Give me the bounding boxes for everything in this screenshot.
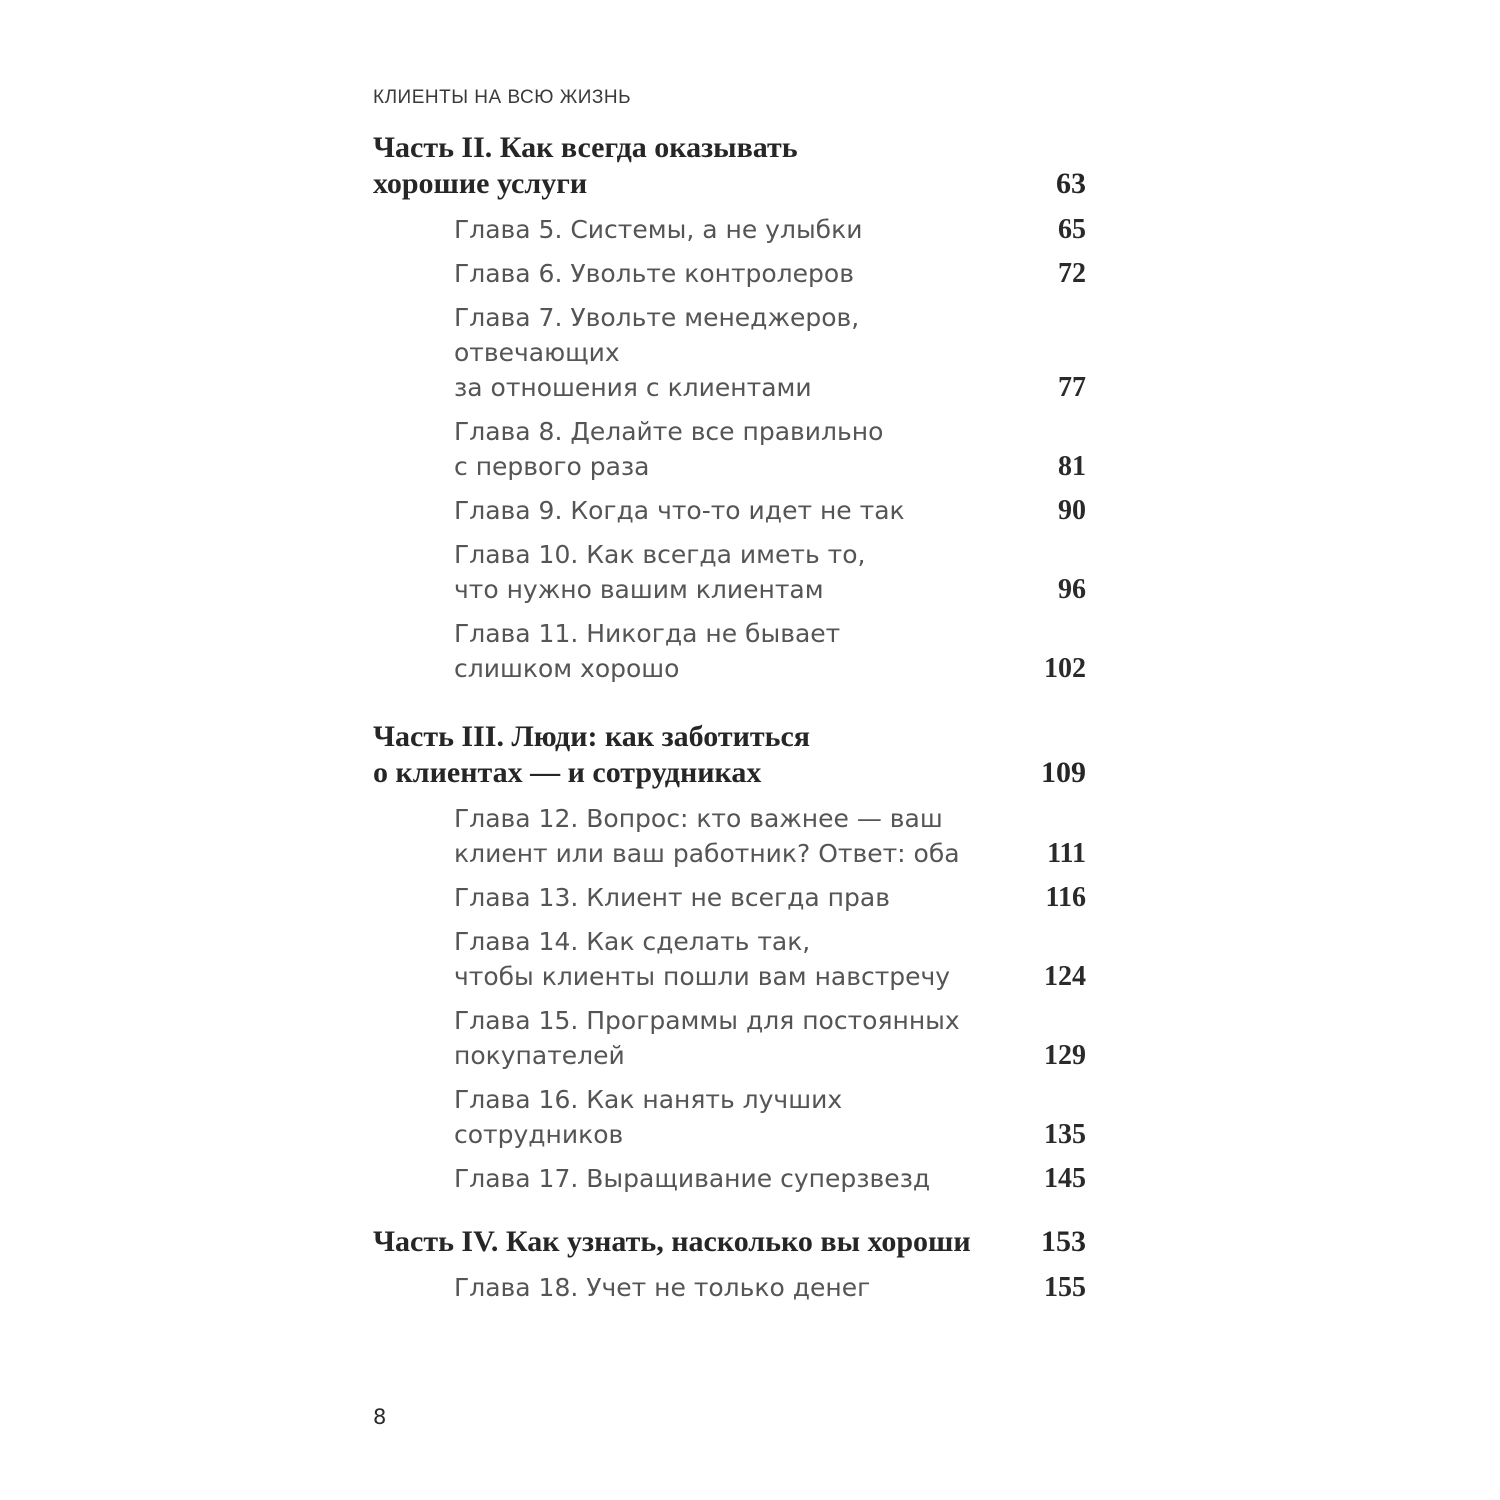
chapter-title: Глава 9. Когда что-то идет не так: [454, 496, 905, 525]
chapter-page-number: 124: [1044, 961, 1086, 992]
toc-chapter: [454, 537, 1086, 607]
part-title: Часть III. Люди: как заботиться о клиентах — и сотрудниках: [373, 720, 811, 789]
toc-part: [373, 719, 1086, 791]
toc-chapter: [454, 1082, 1086, 1152]
toc-chapter: [454, 212, 1086, 247]
chapter-page-number: 65: [1058, 214, 1086, 245]
chapter-title: Глава 14. Как сделать так, чтобы клиенты пошли вам навстречу: [454, 927, 951, 991]
chapter-page-number: 102: [1044, 653, 1086, 684]
toc-chapter: [454, 924, 1086, 994]
chapter-page-number: 96: [1058, 574, 1086, 605]
chapter-title: Глава 11. Никогда не бывает слишком хорошо: [454, 619, 841, 683]
toc-part: [373, 1224, 1086, 1260]
toc-chapter: [454, 880, 1086, 915]
part-page-number: 153: [1041, 1225, 1086, 1258]
chapter-page-number: 90: [1058, 495, 1086, 526]
chapter-title: Глава 7. Увольте менеджеров, отвечающих за отношения с клиентами: [454, 303, 860, 402]
toc-chapter: [454, 1003, 1086, 1073]
table-of-contents: [373, 130, 1086, 1305]
chapter-page-number: 77: [1058, 372, 1086, 403]
chapter-title: Глава 17. Выращивание суперзвезд: [454, 1164, 931, 1193]
chapter-title: Глава 13. Клиент не всегда прав: [454, 883, 890, 912]
page-number: 8: [373, 1405, 387, 1429]
chapter-page-number: 72: [1058, 258, 1086, 289]
chapter-page-number: 135: [1044, 1119, 1086, 1150]
chapter-title: Глава 15. Программы для постоянных покупателей: [454, 1006, 960, 1070]
toc-chapter: [454, 801, 1086, 871]
chapter-title: Глава 8. Делайте все правильно с первого раза: [454, 417, 884, 481]
chapter-page-number: 129: [1044, 1040, 1086, 1071]
toc-chapter: [454, 493, 1086, 528]
toc-chapter: [454, 1270, 1086, 1305]
toc-chapter: [454, 256, 1086, 291]
toc-chapter: [454, 1161, 1086, 1196]
toc-chapter: [454, 300, 1086, 405]
chapter-title: Глава 12. Вопрос: кто важнее — ваш клиент или ваш работник? Ответ: оба: [454, 804, 960, 868]
chapter-page-number: 155: [1044, 1272, 1086, 1303]
chapter-title: Глава 16. Как нанять лучших сотрудников: [454, 1085, 843, 1149]
chapter-page-number: 145: [1044, 1163, 1086, 1194]
chapter-title: Глава 10. Как всегда иметь то, что нужно вашим клиентам: [454, 540, 866, 604]
chapter-page-number: 116: [1045, 882, 1086, 913]
part-page-number: 63: [1056, 167, 1086, 200]
chapter-page-number: 111: [1047, 838, 1086, 869]
part-title: Часть IV. Как узнать, насколько вы хороши: [373, 1225, 971, 1258]
chapter-page-number: 81: [1058, 451, 1086, 482]
chapter-title: Глава 6. Увольте контролеров: [454, 259, 854, 288]
part-page-number: 109: [1041, 756, 1086, 789]
toc-part: [373, 130, 1086, 202]
chapter-title: Глава 18. Учет не только денег: [454, 1273, 871, 1302]
chapter-title: Глава 5. Системы, а не улыбки: [454, 215, 863, 244]
toc-chapter: [454, 616, 1086, 686]
toc-chapter: [454, 414, 1086, 484]
running-head: КЛИЕНТЫ НА ВСЮ ЖИЗНЬ: [373, 87, 632, 108]
part-title: Часть II. Как всегда оказывать хорошие услуги: [373, 131, 798, 200]
